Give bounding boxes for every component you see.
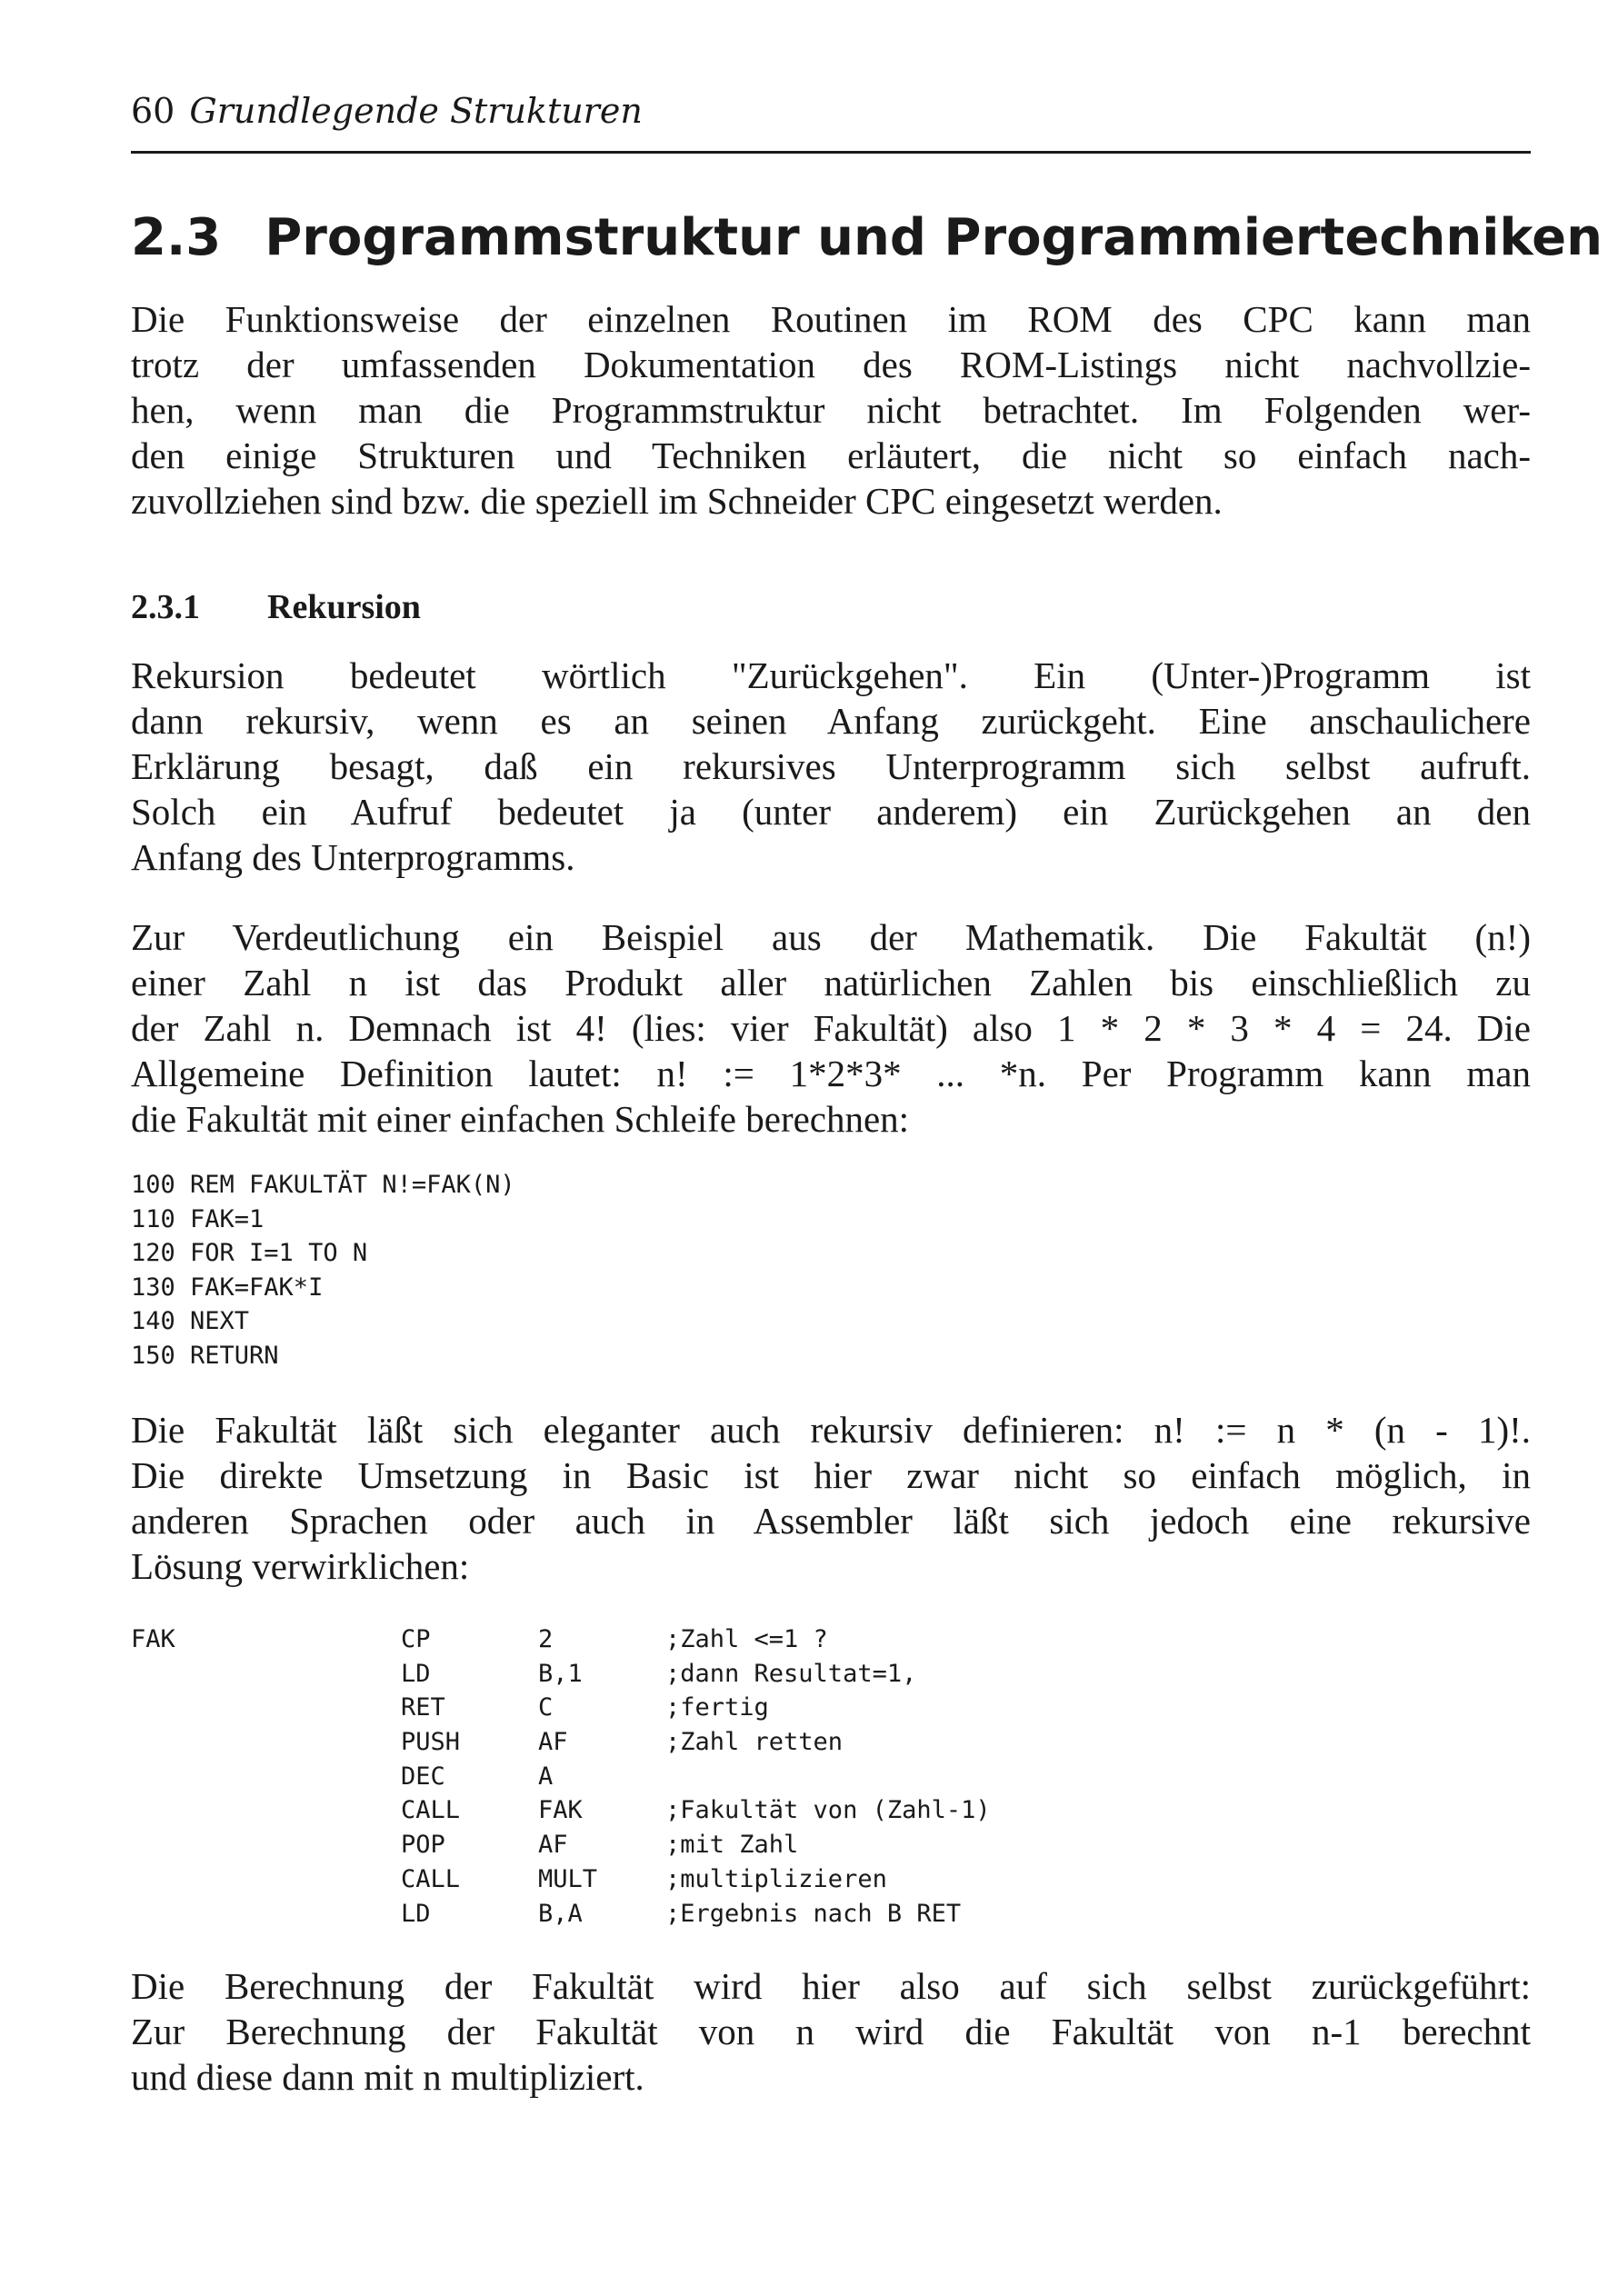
- paragraph-line: den einige Strukturen und Techniken erläutert, die nicht so einfach nach-: [131, 434, 1531, 476]
- asm-line: [131, 1760, 1313, 1794]
- paragraph-line: anderen Sprachen oder auch in Assembler läßt sich jedoch eine rekursive: [131, 1500, 1531, 1542]
- paragraph-line: einer Zahl n ist das Produkt aller natürlichen Zahlen bis einschließlich zu: [131, 962, 1531, 1003]
- asm-operand: AF: [538, 1831, 568, 1860]
- asm-comment: ;mit Zahl: [665, 1831, 799, 1860]
- paragraph-line: zuvollziehen sind bzw. die speziell im Schneider CPC eingesetzt werden.: [131, 480, 1223, 522]
- asm-opcode: LD: [401, 1899, 431, 1928]
- code-line: 100 REM FAKULTÄT N!=FAK(N): [131, 1171, 515, 1199]
- asm-comment: ;Ergebnis nach B RET: [665, 1899, 962, 1928]
- paragraph-line: Anfang des Unterprogramms.: [131, 836, 575, 878]
- paragraph-line: Solch ein Aufruf bedeutet ja (unter anderem) ein Zurückgehen an den: [131, 791, 1531, 833]
- code-line: 150 RETURN: [131, 1341, 279, 1370]
- asm-line: [131, 1828, 1313, 1862]
- paragraph-line: Rekursion bedeutet wörtlich "Zurückgehen". Ein (Unter-)Programm ist: [131, 654, 1531, 696]
- paragraph-line: trotz der umfassenden Dokumentation des ROM-Listings nicht nachvollzie-: [131, 344, 1531, 385]
- asm-operand: B,A: [538, 1899, 583, 1928]
- asm-line: [131, 1725, 1313, 1760]
- intro-paragraph: [131, 296, 1531, 524]
- paragraph-line: Erklärung besagt, daß ein rekursives Unterprogramm sich selbst aufruft.: [131, 745, 1531, 787]
- asm-opcode: RET: [401, 1693, 445, 1722]
- paragraph-line: Die direkte Umsetzung in Basic ist hier zwar nicht so einfach möglich, in: [131, 1454, 1531, 1496]
- header-rule: [131, 151, 1531, 154]
- basic-code-listing: [131, 1168, 1040, 1373]
- asm-comment: ;Zahl <=1 ?: [665, 1625, 828, 1653]
- page-number: 60: [131, 91, 175, 131]
- paragraph-line: Zur Verdeutlichung ein Beispiel aus der Mathematik. Die Fakultät (n!): [131, 916, 1531, 958]
- asm-line: [131, 1622, 1313, 1657]
- asm-comment: ;fertig: [665, 1693, 769, 1722]
- asm-comment: ;Fakultät von (Zahl-1): [665, 1796, 991, 1825]
- example-paragraph: [131, 914, 1531, 1142]
- paragraph-line: und diese dann mit n multipliziert.: [131, 2056, 644, 2098]
- paragraph-line: die Fakultät mit einer einfachen Schleife berechnen:: [131, 1098, 910, 1140]
- asm-operand: AF: [538, 1728, 568, 1757]
- paragraph-line: Die Berechnung der Fakultät wird hier also auf sich selbst zurückgeführt:: [131, 1965, 1531, 2007]
- asm-opcode: CALL: [401, 1796, 461, 1825]
- section-heading: [131, 202, 1603, 275]
- code-line: 120 FOR I=1 TO N: [131, 1239, 368, 1268]
- asm-operand: MULT: [538, 1864, 598, 1893]
- asm-line: [131, 1793, 1313, 1828]
- asm-label: FAK: [131, 1625, 175, 1653]
- subsection-title: Rekursion: [267, 588, 421, 626]
- asm-opcode: PUSH: [401, 1728, 461, 1757]
- asm-comment: ;Zahl retten: [665, 1728, 844, 1757]
- asm-operand: C: [538, 1693, 554, 1722]
- recursion-paragraph: [131, 653, 1531, 880]
- asm-line: [131, 1862, 1313, 1897]
- asm-comment: ;dann Resultat=1,: [665, 1659, 917, 1688]
- paragraph-line: der Zahl n. Demnach ist 4! (lies: vier Fakultät) also 1 * 2 * 3 * 4 = 24. Die: [131, 1007, 1531, 1049]
- recursive-definition-paragraph: [131, 1407, 1531, 1589]
- section-title: Programmstruktur und Programmiertechniken: [265, 208, 1603, 267]
- paragraph-line: Allgemeine Definition lautet: n! := 1*2*3* ... *n. Per Programm kann man: [131, 1053, 1531, 1094]
- conclusion-paragraph: [131, 1963, 1531, 2100]
- asm-line: [131, 1691, 1313, 1725]
- asm-line: [131, 1657, 1313, 1692]
- section-number: 2.3: [131, 208, 222, 267]
- paragraph-line: hen, wenn man die Programmstruktur nicht betrachtet. Im Folgenden wer-: [131, 389, 1531, 431]
- code-line: 130 FAK=FAK*I: [131, 1273, 324, 1302]
- asm-comment: ;multiplizieren: [665, 1864, 887, 1893]
- paragraph-line: dann rekursiv, wenn es an seinen Anfang zurückgeht. Eine anschaulichere: [131, 700, 1531, 742]
- asm-operand: B,1: [538, 1659, 583, 1688]
- running-title: Grundlegende Strukturen: [189, 91, 643, 131]
- code-line: 140 NEXT: [131, 1307, 250, 1336]
- asm-operand: 2: [538, 1625, 554, 1653]
- code-line: 110 FAK=1: [131, 1204, 265, 1233]
- paragraph-line: Die Funktionsweise der einzelnen Routinen im ROM des CPC kann man: [131, 298, 1531, 340]
- paragraph-line: Die Fakultät läßt sich eleganter auch rekursiv definieren: n! := n * (n - 1)!.: [131, 1409, 1531, 1451]
- asm-operand: A: [538, 1762, 554, 1791]
- asm-line: [131, 1897, 1313, 1932]
- subsection-number: 2.3.1: [131, 588, 200, 626]
- running-head: [131, 87, 1531, 135]
- asm-opcode: CP: [401, 1625, 431, 1653]
- asm-opcode: CALL: [401, 1864, 461, 1893]
- asm-opcode: LD: [401, 1659, 431, 1688]
- assembler-code-listing: [131, 1622, 1313, 1931]
- asm-opcode: DEC: [401, 1762, 445, 1791]
- asm-operand: FAK: [538, 1796, 583, 1825]
- subsection-heading: [131, 582, 1531, 633]
- paragraph-line: Lösung verwirklichen:: [131, 1545, 470, 1587]
- asm-opcode: POP: [401, 1831, 445, 1860]
- paragraph-line: Zur Berechnung der Fakultät von n wird die Fakultät von n-1 berechnt: [131, 2011, 1531, 2052]
